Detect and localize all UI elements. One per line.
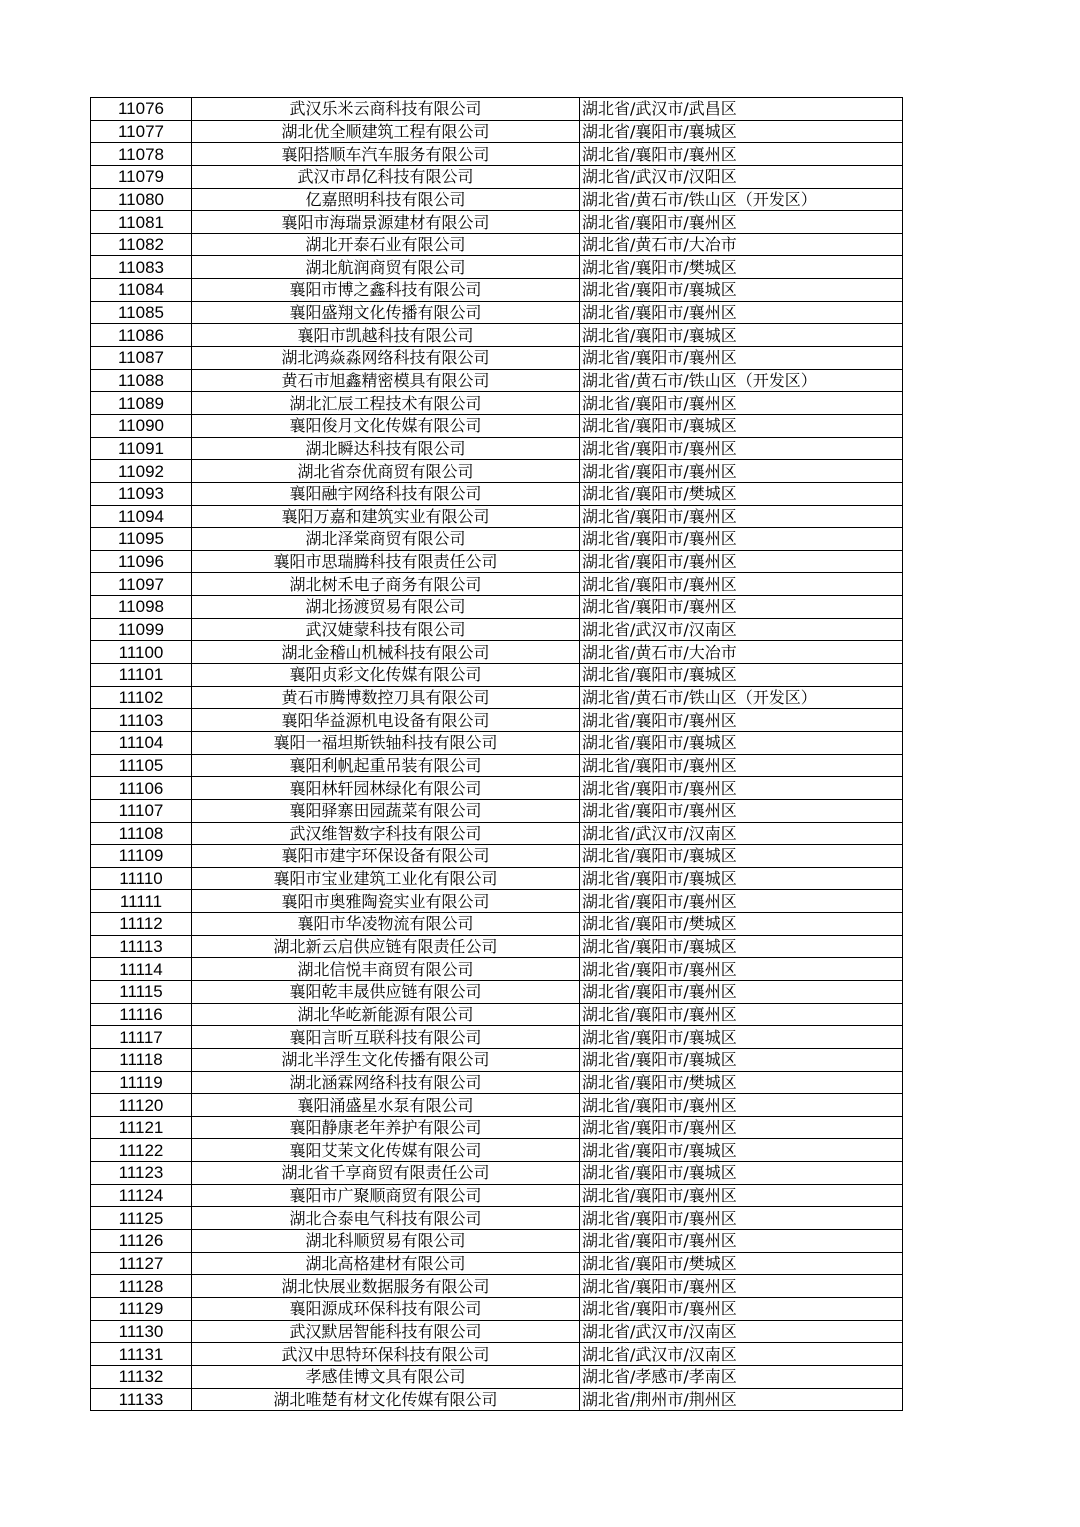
table-row: [91, 890, 903, 913]
table-row: [91, 822, 903, 845]
region-cell: 湖北省/襄阳市/襄城区: [580, 120, 903, 143]
company-name-cell: 亿嘉照明科技有限公司: [192, 188, 580, 211]
region-cell: 湖北省/襄阳市/襄城区: [580, 324, 903, 347]
company-name-cell: 襄阳市建宇环保设备有限公司: [192, 845, 580, 868]
company-name-cell: 黄石市腾博数控刀具有限公司: [192, 686, 580, 709]
region-cell: 湖北省/襄阳市/襄州区: [580, 437, 903, 460]
row-number-cell: 11111: [91, 890, 192, 913]
table-row: [91, 211, 903, 234]
company-name-cell: 襄阳华益源机电设备有限公司: [192, 709, 580, 732]
region-cell: 湖北省/襄阳市/襄州区: [580, 301, 903, 324]
table-row: [91, 867, 903, 890]
region-cell: 湖北省/襄阳市/襄城区: [580, 867, 903, 890]
company-name-cell: 襄阳搭顺车汽车服务有限公司: [192, 143, 580, 166]
row-number-cell: 11132: [91, 1365, 192, 1388]
table-row: [91, 777, 903, 800]
region-cell: 湖北省/襄阳市/襄城区: [580, 1048, 903, 1071]
table-row: [91, 1048, 903, 1071]
table-row: [91, 528, 903, 551]
row-number-cell: 11081: [91, 211, 192, 234]
table-row: [91, 98, 903, 121]
company-name-cell: 襄阳静康老年养护有限公司: [192, 1116, 580, 1139]
company-name-cell: 襄阳盛翔文化传播有限公司: [192, 301, 580, 324]
row-number-cell: 11082: [91, 233, 192, 256]
company-name-cell: 襄阳市思瑞腾科技有限责任公司: [192, 550, 580, 573]
region-cell: 湖北省/襄阳市/樊城区: [580, 913, 903, 936]
table-row: [91, 731, 903, 754]
region-cell: 湖北省/襄阳市/襄州区: [580, 1297, 903, 1320]
row-number-cell: 11086: [91, 324, 192, 347]
region-cell: 湖北省/黄石市/铁山区（开发区）: [580, 686, 903, 709]
region-cell: 湖北省/黄石市/铁山区（开发区）: [580, 188, 903, 211]
table-row: [91, 347, 903, 370]
region-cell: 湖北省/武汉市/汉南区: [580, 1343, 903, 1366]
company-name-cell: 湖北优全顺建筑工程有限公司: [192, 120, 580, 143]
table-row: [91, 709, 903, 732]
row-number-cell: 11114: [91, 958, 192, 981]
company-name-cell: 襄阳源成环保科技有限公司: [192, 1297, 580, 1320]
table-row: [91, 505, 903, 528]
company-name-cell: 襄阳涌盛星水泵有限公司: [192, 1094, 580, 1117]
region-cell: 湖北省/襄阳市/襄州区: [580, 596, 903, 619]
table-row: [91, 1003, 903, 1026]
company-name-cell: 襄阳市广聚顺商贸有限公司: [192, 1184, 580, 1207]
region-cell: 湖北省/襄阳市/襄城区: [580, 1139, 903, 1162]
company-name-cell: 湖北省奈优商贸有限公司: [192, 460, 580, 483]
row-number-cell: 11112: [91, 913, 192, 936]
row-number-cell: 11083: [91, 256, 192, 279]
table-row: [91, 392, 903, 415]
company-list-body: [91, 98, 903, 1411]
company-name-cell: 武汉市昂亿科技有限公司: [192, 165, 580, 188]
table-row: [91, 1071, 903, 1094]
company-name-cell: 襄阳林轩园林绿化有限公司: [192, 777, 580, 800]
table-row: [91, 913, 903, 936]
company-name-cell: 武汉默居智能科技有限公司: [192, 1320, 580, 1343]
region-cell: 湖北省/襄阳市/襄城区: [580, 279, 903, 302]
row-number-cell: 11079: [91, 165, 192, 188]
row-number-cell: 11097: [91, 573, 192, 596]
region-cell: 湖北省/襄阳市/襄城区: [580, 1026, 903, 1049]
company-name-cell: 湖北汇辰工程技术有限公司: [192, 392, 580, 415]
company-name-cell: 武汉中思特环保科技有限公司: [192, 1343, 580, 1366]
table-row: [91, 1184, 903, 1207]
row-number-cell: 11100: [91, 641, 192, 664]
table-row: [91, 1297, 903, 1320]
region-cell: 湖北省/襄阳市/襄城区: [580, 935, 903, 958]
table-row: [91, 596, 903, 619]
table-row: [91, 1365, 903, 1388]
company-name-cell: 襄阳驿寨田园蔬菜有限公司: [192, 799, 580, 822]
table-row: [91, 1343, 903, 1366]
company-name-cell: 湖北树禾电子商务有限公司: [192, 573, 580, 596]
region-cell: 湖北省/襄阳市/襄州区: [580, 550, 903, 573]
company-name-cell: 湖北金稽山机械科技有限公司: [192, 641, 580, 664]
row-number-cell: 11125: [91, 1207, 192, 1230]
row-number-cell: 11101: [91, 664, 192, 687]
region-cell: 湖北省/襄阳市/襄州区: [580, 1116, 903, 1139]
row-number-cell: 11119: [91, 1071, 192, 1094]
table-row: [91, 1207, 903, 1230]
row-number-cell: 11085: [91, 301, 192, 324]
table-row: [91, 437, 903, 460]
company-name-cell: 襄阳乾丰晟供应链有限公司: [192, 980, 580, 1003]
table-row: [91, 754, 903, 777]
company-name-cell: 湖北开泰石业有限公司: [192, 233, 580, 256]
region-cell: 湖北省/襄阳市/襄州区: [580, 1003, 903, 1026]
company-name-cell: 襄阳市奥雅陶瓷实业有限公司: [192, 890, 580, 913]
table-row: [91, 1026, 903, 1049]
region-cell: 湖北省/襄阳市/樊城区: [580, 1252, 903, 1275]
company-list-table: [90, 97, 903, 1411]
company-name-cell: 湖北泽棠商贸有限公司: [192, 528, 580, 551]
company-name-cell: 湖北高格建材有限公司: [192, 1252, 580, 1275]
table-row: [91, 369, 903, 392]
row-number-cell: 11099: [91, 618, 192, 641]
row-number-cell: 11129: [91, 1297, 192, 1320]
region-cell: 湖北省/襄阳市/襄州区: [580, 143, 903, 166]
region-cell: 湖北省/襄阳市/襄州区: [580, 799, 903, 822]
region-cell: 湖北省/孝感市/孝南区: [580, 1365, 903, 1388]
table-row: [91, 958, 903, 981]
company-name-cell: 襄阳市海瑞景源建材有限公司: [192, 211, 580, 234]
region-cell: 湖北省/襄阳市/襄州区: [580, 573, 903, 596]
row-number-cell: 11095: [91, 528, 192, 551]
row-number-cell: 11087: [91, 347, 192, 370]
row-number-cell: 11080: [91, 188, 192, 211]
row-number-cell: 11088: [91, 369, 192, 392]
table-row: [91, 1388, 903, 1411]
table-row: [91, 460, 903, 483]
region-cell: 湖北省/襄阳市/襄城区: [580, 731, 903, 754]
region-cell: 湖北省/襄阳市/襄城区: [580, 664, 903, 687]
table-row: [91, 120, 903, 143]
region-cell: 湖北省/荆州市/荆州区: [580, 1388, 903, 1411]
company-name-cell: 湖北华屹新能源有限公司: [192, 1003, 580, 1026]
region-cell: 湖北省/武汉市/武昌区: [580, 98, 903, 121]
company-name-cell: 襄阳市宝业建筑工业化有限公司: [192, 867, 580, 890]
row-number-cell: 11078: [91, 143, 192, 166]
region-cell: 湖北省/襄阳市/襄州区: [580, 1094, 903, 1117]
table-row: [91, 799, 903, 822]
table-row: [91, 935, 903, 958]
company-name-cell: 湖北扬渡贸易有限公司: [192, 596, 580, 619]
region-cell: 湖北省/襄阳市/樊城区: [580, 1071, 903, 1094]
row-number-cell: 11098: [91, 596, 192, 619]
row-number-cell: 11116: [91, 1003, 192, 1026]
row-number-cell: 11091: [91, 437, 192, 460]
region-cell: 湖北省/黄石市/大冶市: [580, 233, 903, 256]
company-name-cell: 湖北信悦丰商贸有限公司: [192, 958, 580, 981]
table-row: [91, 482, 903, 505]
region-cell: 湖北省/襄阳市/襄州区: [580, 211, 903, 234]
row-number-cell: 11113: [91, 935, 192, 958]
region-cell: 湖北省/襄阳市/襄州区: [580, 392, 903, 415]
row-number-cell: 11076: [91, 98, 192, 121]
table-row: [91, 256, 903, 279]
row-number-cell: 11102: [91, 686, 192, 709]
table-row: [91, 1230, 903, 1253]
region-cell: 湖北省/襄阳市/襄州区: [580, 1275, 903, 1298]
row-number-cell: 11077: [91, 120, 192, 143]
region-cell: 湖北省/襄阳市/襄州区: [580, 1230, 903, 1253]
region-cell: 湖北省/襄阳市/襄州区: [580, 777, 903, 800]
table-row: [91, 573, 903, 596]
table-row: [91, 324, 903, 347]
row-number-cell: 11117: [91, 1026, 192, 1049]
row-number-cell: 11130: [91, 1320, 192, 1343]
row-number-cell: 11127: [91, 1252, 192, 1275]
company-name-cell: 襄阳一福坦斯铁轴科技有限公司: [192, 731, 580, 754]
row-number-cell: 11089: [91, 392, 192, 415]
row-number-cell: 11105: [91, 754, 192, 777]
region-cell: 湖北省/襄阳市/襄州区: [580, 890, 903, 913]
region-cell: 湖北省/襄阳市/樊城区: [580, 256, 903, 279]
row-number-cell: 11104: [91, 731, 192, 754]
table-row: [91, 301, 903, 324]
row-number-cell: 11123: [91, 1162, 192, 1185]
row-number-cell: 11120: [91, 1094, 192, 1117]
table-row: [91, 143, 903, 166]
row-number-cell: 11108: [91, 822, 192, 845]
row-number-cell: 11109: [91, 845, 192, 868]
table-row: [91, 1116, 903, 1139]
row-number-cell: 11133: [91, 1388, 192, 1411]
company-name-cell: 襄阳贞彩文化传媒有限公司: [192, 664, 580, 687]
table-row: [91, 188, 903, 211]
row-number-cell: 11084: [91, 279, 192, 302]
region-cell: 湖北省/武汉市/汉南区: [580, 822, 903, 845]
company-name-cell: 襄阳利帆起重吊装有限公司: [192, 754, 580, 777]
company-name-cell: 孝感佳博文具有限公司: [192, 1365, 580, 1388]
table-row: [91, 686, 903, 709]
region-cell: 湖北省/襄阳市/襄州区: [580, 347, 903, 370]
row-number-cell: 11106: [91, 777, 192, 800]
table-row: [91, 641, 903, 664]
company-name-cell: 襄阳融宇网络科技有限公司: [192, 482, 580, 505]
region-cell: 湖北省/襄阳市/襄州区: [580, 1184, 903, 1207]
region-cell: 湖北省/襄阳市/襄州区: [580, 980, 903, 1003]
company-name-cell: 黄石市旭鑫精密模具有限公司: [192, 369, 580, 392]
company-name-cell: 湖北半浮生文化传播有限公司: [192, 1048, 580, 1071]
region-cell: 湖北省/武汉市/汉阳区: [580, 165, 903, 188]
region-cell: 湖北省/襄阳市/襄州区: [580, 1207, 903, 1230]
region-cell: 湖北省/黄石市/铁山区（开发区）: [580, 369, 903, 392]
company-name-cell: 湖北航润商贸有限公司: [192, 256, 580, 279]
table-row: [91, 1275, 903, 1298]
company-name-cell: 襄阳言昕互联科技有限公司: [192, 1026, 580, 1049]
region-cell: 湖北省/黄石市/大冶市: [580, 641, 903, 664]
table-row: [91, 664, 903, 687]
company-name-cell: 湖北省千享商贸有限责任公司: [192, 1162, 580, 1185]
region-cell: 湖北省/襄阳市/襄城区: [580, 1162, 903, 1185]
row-number-cell: 11124: [91, 1184, 192, 1207]
region-cell: 湖北省/襄阳市/襄州区: [580, 958, 903, 981]
company-name-cell: 襄阳市博之鑫科技有限公司: [192, 279, 580, 302]
row-number-cell: 11128: [91, 1275, 192, 1298]
company-name-cell: 襄阳俊月文化传媒有限公司: [192, 414, 580, 437]
row-number-cell: 11115: [91, 980, 192, 1003]
table-row: [91, 1320, 903, 1343]
row-number-cell: 11103: [91, 709, 192, 732]
row-number-cell: 11121: [91, 1116, 192, 1139]
row-number-cell: 11090: [91, 414, 192, 437]
table-row: [91, 1139, 903, 1162]
table-row: [91, 1162, 903, 1185]
company-name-cell: 湖北科顺贸易有限公司: [192, 1230, 580, 1253]
region-cell: 湖北省/襄阳市/襄州区: [580, 505, 903, 528]
table-row: [91, 414, 903, 437]
table-row: [91, 1094, 903, 1117]
table-row: [91, 845, 903, 868]
company-name-cell: 湖北快展业数据服务有限公司: [192, 1275, 580, 1298]
region-cell: 湖北省/武汉市/汉南区: [580, 618, 903, 641]
company-name-cell: 武汉婕蒙科技有限公司: [192, 618, 580, 641]
region-cell: 湖北省/襄阳市/襄城区: [580, 845, 903, 868]
row-number-cell: 11093: [91, 482, 192, 505]
table-row: [91, 1252, 903, 1275]
region-cell: 湖北省/襄阳市/襄城区: [580, 414, 903, 437]
company-name-cell: 湖北涵霖网络科技有限公司: [192, 1071, 580, 1094]
region-cell: 湖北省/襄阳市/襄州区: [580, 709, 903, 732]
row-number-cell: 11092: [91, 460, 192, 483]
region-cell: 湖北省/襄阳市/襄州区: [580, 460, 903, 483]
row-number-cell: 11110: [91, 867, 192, 890]
company-name-cell: 湖北合泰电气科技有限公司: [192, 1207, 580, 1230]
row-number-cell: 11107: [91, 799, 192, 822]
row-number-cell: 11131: [91, 1343, 192, 1366]
company-name-cell: 襄阳市凯越科技有限公司: [192, 324, 580, 347]
row-number-cell: 11118: [91, 1048, 192, 1071]
row-number-cell: 11126: [91, 1230, 192, 1253]
region-cell: 湖北省/襄阳市/襄州区: [580, 754, 903, 777]
company-name-cell: 襄阳艾茉文化传媒有限公司: [192, 1139, 580, 1162]
table-row: [91, 550, 903, 573]
row-number-cell: 11096: [91, 550, 192, 573]
table-row: [91, 165, 903, 188]
region-cell: 湖北省/襄阳市/樊城区: [580, 482, 903, 505]
table-row: [91, 618, 903, 641]
table-row: [91, 233, 903, 256]
region-cell: 湖北省/襄阳市/襄州区: [580, 528, 903, 551]
region-cell: 湖北省/武汉市/汉南区: [580, 1320, 903, 1343]
row-number-cell: 11094: [91, 505, 192, 528]
company-name-cell: 襄阳市华凌物流有限公司: [192, 913, 580, 936]
company-name-cell: 湖北瞬达科技有限公司: [192, 437, 580, 460]
row-number-cell: 11122: [91, 1139, 192, 1162]
company-name-cell: 武汉乐米云商科技有限公司: [192, 98, 580, 121]
company-name-cell: 襄阳万嘉和建筑实业有限公司: [192, 505, 580, 528]
table-row: [91, 279, 903, 302]
company-name-cell: 湖北唯楚有材文化传媒有限公司: [192, 1388, 580, 1411]
company-name-cell: 湖北新云启供应链有限责任公司: [192, 935, 580, 958]
company-name-cell: 湖北鸿焱淼网络科技有限公司: [192, 347, 580, 370]
table-row: [91, 980, 903, 1003]
company-name-cell: 武汉维智数字科技有限公司: [192, 822, 580, 845]
